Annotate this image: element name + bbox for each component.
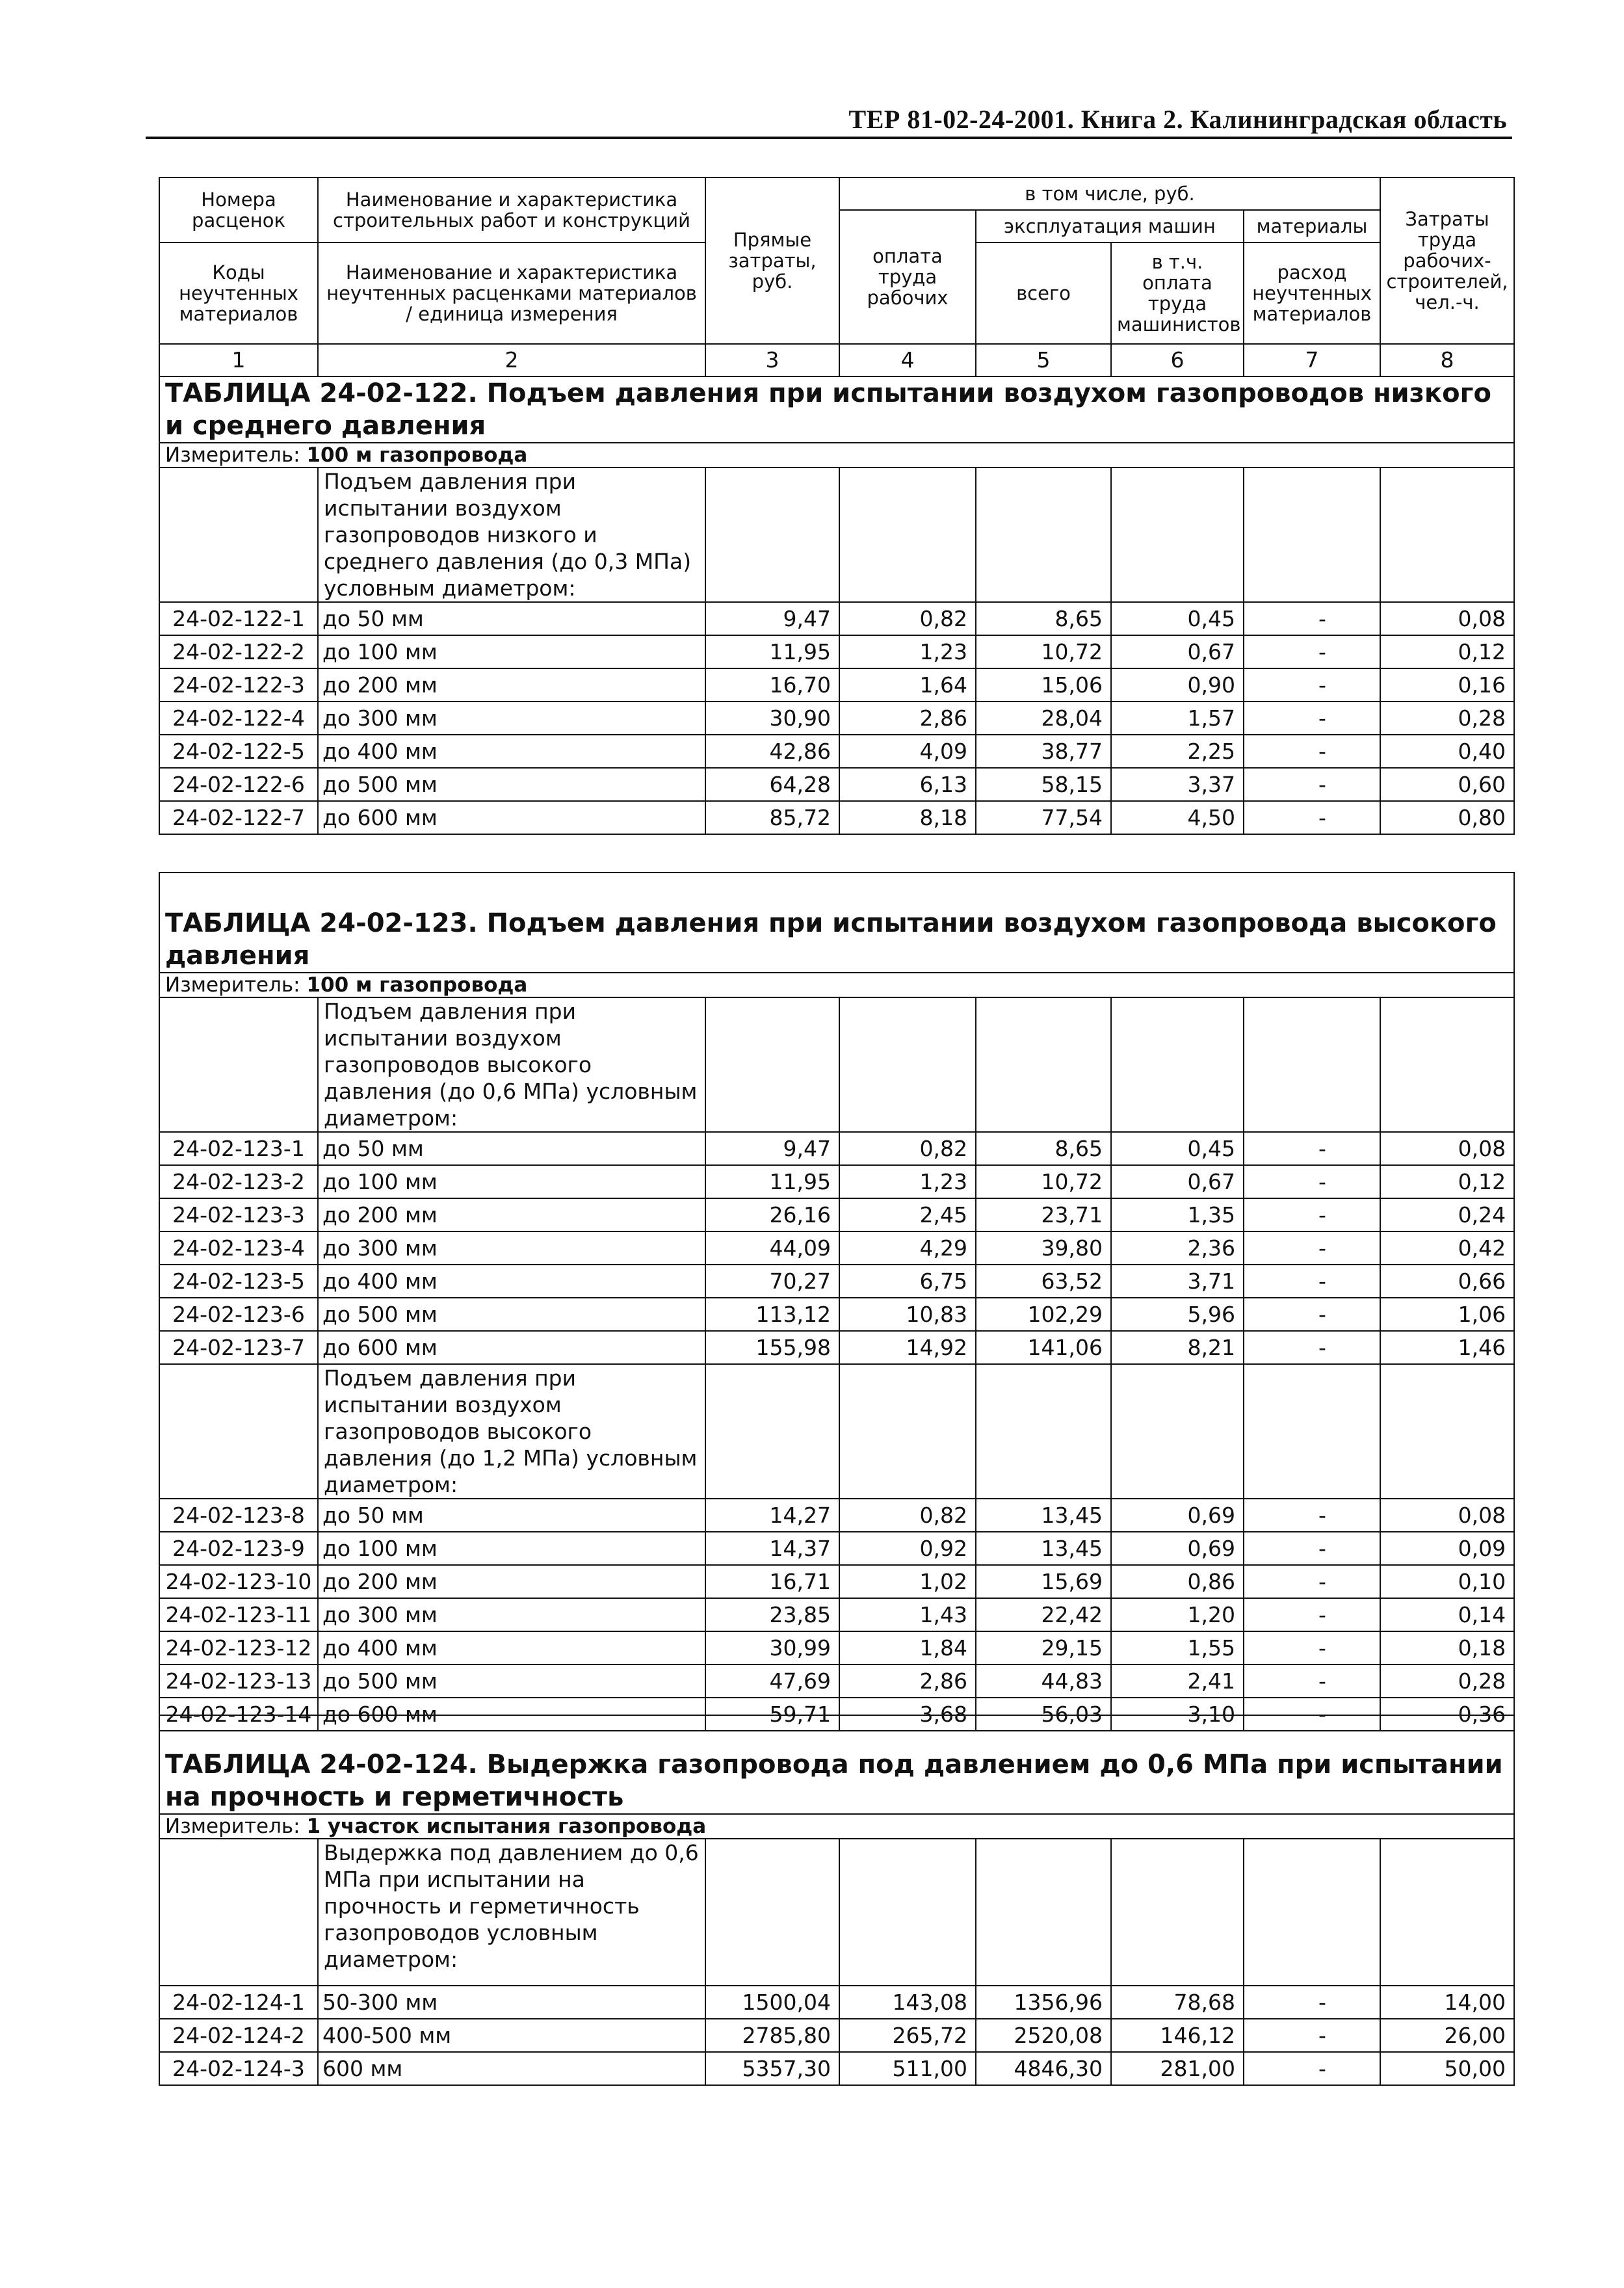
machinist-labor-cost: 3,37 — [1111, 768, 1244, 801]
column-number: 1 — [159, 344, 318, 376]
machine-cost: 8,65 — [976, 1132, 1111, 1165]
table-row — [159, 668, 1514, 702]
work-name: 600 мм — [318, 2052, 705, 2085]
table-row — [159, 1664, 1514, 1698]
materials-header: материалы — [1244, 210, 1380, 243]
group-description: Подъем давления при испытании воздухом газопроводов высокого давления (до 1,2 МПа) условным диаметром: — [318, 1364, 705, 1499]
work-name: до 600 мм — [318, 1698, 705, 1731]
column-numbers-row — [159, 344, 1514, 376]
direct-cost: 16,71 — [705, 1565, 839, 1598]
labor-hours: 0,28 — [1380, 702, 1514, 735]
direct-cost: 9,47 — [705, 602, 839, 635]
column-number: 7 — [1244, 344, 1380, 376]
col7-header: расход неучтенных материалов — [1244, 243, 1380, 344]
rate-code: 24-02-123-10 — [159, 1565, 318, 1598]
materials-cost: - — [1244, 1598, 1380, 1631]
table-row — [159, 1598, 1514, 1631]
direct-cost: 64,28 — [705, 768, 839, 801]
materials-cost: - — [1244, 668, 1380, 702]
table-24-02-123 — [159, 872, 1515, 1731]
rate-code: 24-02-123-2 — [159, 1165, 318, 1198]
labor-hours: 0,42 — [1380, 1231, 1514, 1265]
labor-cost: 10,83 — [839, 1298, 976, 1331]
labor-cost: 0,82 — [839, 1132, 976, 1165]
materials-cost: - — [1244, 2052, 1380, 2085]
machinist-labor-cost: 2,36 — [1111, 1231, 1244, 1265]
rate-code: 24-02-123-12 — [159, 1631, 318, 1664]
materials-cost: - — [1244, 1565, 1380, 1598]
table-row — [159, 1165, 1514, 1198]
table-row — [159, 1499, 1514, 1532]
work-name: 400-500 мм — [318, 2019, 705, 2052]
measurement-unit: Измеритель: 1 участок испытания газопровода — [159, 1814, 1514, 1839]
work-name: до 200 мм — [318, 1198, 705, 1231]
direct-cost: 113,12 — [705, 1298, 839, 1331]
work-name: до 50 мм — [318, 1132, 705, 1165]
labor-cost: 1,84 — [839, 1631, 976, 1664]
labor-cost: 0,92 — [839, 1532, 976, 1565]
work-name: до 400 мм — [318, 1631, 705, 1664]
materials-cost: - — [1244, 1631, 1380, 1664]
machinist-labor-cost: 3,71 — [1111, 1265, 1244, 1298]
column-number: 5 — [976, 344, 1111, 376]
labor-cost: 1,43 — [839, 1598, 976, 1631]
work-name: до 300 мм — [318, 702, 705, 735]
rate-code: 24-02-122-1 — [159, 602, 318, 635]
materials-cost: - — [1244, 1986, 1380, 2019]
col1-top-header: Номера расценок — [159, 178, 318, 243]
table-title: ТАБЛИЦА 24-02-122. Подъем давления при испытании воздухом газопроводов низкого и среднего давления — [159, 376, 1514, 443]
direct-cost: 2785,80 — [705, 2019, 839, 2052]
labor-hours: 0,28 — [1380, 1664, 1514, 1698]
table-row — [159, 768, 1514, 801]
work-name: до 50 мм — [318, 1499, 705, 1532]
col5-header: всего — [976, 243, 1111, 344]
measurement-unit: Измеритель: 100 м газопровода — [159, 443, 1514, 467]
group-description: Выдержка под давлением до 0,6 МПа при испытании на прочность и герметичность газопроводов условным диаметром: — [318, 1839, 705, 1986]
work-name: до 500 мм — [318, 1664, 705, 1698]
labor-hours: 0,60 — [1380, 768, 1514, 801]
machine-cost: 102,29 — [976, 1298, 1111, 1331]
materials-cost: - — [1244, 801, 1380, 834]
materials-cost: - — [1244, 1231, 1380, 1265]
rate-code: 24-02-123-8 — [159, 1499, 318, 1532]
machinist-labor-cost: 0,67 — [1111, 635, 1244, 668]
materials-cost: - — [1244, 602, 1380, 635]
rate-code: 24-02-123-1 — [159, 1132, 318, 1165]
direct-cost: 155,98 — [705, 1331, 839, 1364]
direct-cost: 47,69 — [705, 1664, 839, 1698]
column-number: 4 — [839, 344, 976, 376]
materials-cost: - — [1244, 2019, 1380, 2052]
direct-cost: 11,95 — [705, 1165, 839, 1198]
rate-code: 24-02-123-9 — [159, 1532, 318, 1565]
table-row — [159, 635, 1514, 668]
direct-cost: 85,72 — [705, 801, 839, 834]
col3-header: Прямые затраты, руб. — [705, 178, 839, 344]
labor-cost: 511,00 — [839, 2052, 976, 2085]
direct-cost: 14,37 — [705, 1532, 839, 1565]
labor-cost: 2,86 — [839, 702, 976, 735]
machine-cost: 2520,08 — [976, 2019, 1111, 2052]
rate-code: 24-02-123-4 — [159, 1231, 318, 1265]
work-name: до 600 мм — [318, 801, 705, 834]
table-row — [159, 735, 1514, 768]
labor-cost: 1,23 — [839, 635, 976, 668]
machine-cost: 13,45 — [976, 1499, 1111, 1532]
rate-code: 24-02-123-13 — [159, 1664, 318, 1698]
table-row — [159, 1631, 1514, 1664]
machinist-labor-cost: 0,45 — [1111, 1132, 1244, 1165]
machine-cost: 38,77 — [976, 735, 1111, 768]
machine-cost: 15,06 — [976, 668, 1111, 702]
labor-cost: 2,45 — [839, 1198, 976, 1231]
work-name: до 400 мм — [318, 735, 705, 768]
machine-cost: 58,15 — [976, 768, 1111, 801]
rate-code: 24-02-124-1 — [159, 1986, 318, 2019]
table-row — [159, 1231, 1514, 1265]
labor-hours: 0,09 — [1380, 1532, 1514, 1565]
direct-cost: 1500,04 — [705, 1986, 839, 2019]
machinist-labor-cost: 78,68 — [1111, 1986, 1244, 2019]
direct-cost: 70,27 — [705, 1265, 839, 1298]
machinist-labor-cost: 1,35 — [1111, 1198, 1244, 1231]
direct-cost: 26,16 — [705, 1198, 839, 1231]
labor-hours: 0,14 — [1380, 1598, 1514, 1631]
materials-cost: - — [1244, 1265, 1380, 1298]
labor-hours: 0,12 — [1380, 1165, 1514, 1198]
machine-cost: 10,72 — [976, 1165, 1111, 1198]
direct-cost: 9,47 — [705, 1132, 839, 1165]
labor-hours: 1,06 — [1380, 1298, 1514, 1331]
table-rows — [159, 602, 1514, 834]
table-row — [159, 1298, 1514, 1331]
machinist-labor-cost: 2,25 — [1111, 735, 1244, 768]
machinist-labor-cost: 8,21 — [1111, 1331, 1244, 1364]
col1-bottom-header: Коды неучтенных материалов — [159, 243, 318, 344]
table-row — [159, 2019, 1514, 2052]
table-row — [159, 1198, 1514, 1231]
table-24-02-124 — [159, 1715, 1515, 2086]
machinist-labor-cost: 1,20 — [1111, 1598, 1244, 1631]
work-name: до 50 мм — [318, 602, 705, 635]
materials-cost: - — [1244, 1331, 1380, 1364]
machine-cost: 141,06 — [976, 1331, 1111, 1364]
table-row — [159, 602, 1514, 635]
materials-cost: - — [1244, 1165, 1380, 1198]
materials-cost: - — [1244, 1664, 1380, 1698]
table-title: ТАБЛИЦА 24-02-123. Подъем давления при испытании воздухом газопровода высокого давления — [159, 873, 1514, 973]
labor-hours: 0,18 — [1380, 1631, 1514, 1664]
labor-cost: 0,82 — [839, 602, 976, 635]
materials-cost: - — [1244, 1698, 1380, 1731]
machinist-labor-cost: 0,45 — [1111, 602, 1244, 635]
labor-hours: 26,00 — [1380, 2019, 1514, 2052]
table-row — [159, 1565, 1514, 1598]
labor-cost: 265,72 — [839, 2019, 976, 2052]
direct-cost: 30,90 — [705, 702, 839, 735]
direct-cost: 5357,30 — [705, 2052, 839, 2085]
machine-cost: 44,83 — [976, 1664, 1111, 1698]
column-number: 2 — [318, 344, 705, 376]
work-name: до 100 мм — [318, 635, 705, 668]
materials-cost: - — [1244, 1298, 1380, 1331]
rate-code: 24-02-123-5 — [159, 1265, 318, 1298]
work-name: до 500 мм — [318, 1298, 705, 1331]
labor-cost: 8,18 — [839, 801, 976, 834]
column-number: 8 — [1380, 344, 1514, 376]
table-row — [159, 702, 1514, 735]
machine-cost: 22,42 — [976, 1598, 1111, 1631]
machinist-labor-cost: 0,90 — [1111, 668, 1244, 702]
labor-cost: 4,09 — [839, 735, 976, 768]
machine-cost: 63,52 — [976, 1265, 1111, 1298]
rate-code: 24-02-123-14 — [159, 1698, 318, 1731]
table-row — [159, 2052, 1514, 2085]
rate-code: 24-02-122-4 — [159, 702, 318, 735]
labor-hours: 0,12 — [1380, 635, 1514, 668]
work-name: 50-300 мм — [318, 1986, 705, 2019]
column-number: 6 — [1111, 344, 1244, 376]
table-row — [159, 1331, 1514, 1364]
table-title: ТАБЛИЦА 24-02-124. Выдержка газопровода под давлением до 0,6 МПа при испытании на прочность и герметичность — [159, 1715, 1514, 1814]
running-header-text: ТЕР 81-02-24-2001. Книга 2. Калининградская область — [848, 105, 1507, 134]
machinist-labor-cost: 281,00 — [1111, 2052, 1244, 2085]
work-name: до 300 мм — [318, 1231, 705, 1265]
running-header — [146, 104, 1512, 139]
rate-code: 24-02-123-7 — [159, 1331, 318, 1364]
labor-cost: 0,82 — [839, 1499, 976, 1532]
labor-hours: 0,36 — [1380, 1698, 1514, 1731]
measurement-unit: Измеритель: 100 м газопровода — [159, 973, 1514, 997]
direct-cost: 59,71 — [705, 1698, 839, 1731]
table-rows — [159, 1499, 1514, 1731]
labor-hours: 0,08 — [1380, 1132, 1514, 1165]
work-name: до 400 мм — [318, 1265, 705, 1298]
table-row — [159, 801, 1514, 834]
labor-cost: 143,08 — [839, 1986, 976, 2019]
work-name: до 200 мм — [318, 668, 705, 702]
labor-hours: 0,16 — [1380, 668, 1514, 702]
machinist-labor-cost: 1,55 — [1111, 1631, 1244, 1664]
direct-cost: 42,86 — [705, 735, 839, 768]
materials-cost: - — [1244, 1532, 1380, 1565]
labor-hours: 14,00 — [1380, 1986, 1514, 2019]
col2-bottom-header: Наименование и характеристика неучтенных расценками материалов / единица измерения — [318, 243, 705, 344]
rate-code: 24-02-124-2 — [159, 2019, 318, 2052]
column-header — [159, 177, 1515, 377]
labor-cost: 2,86 — [839, 1664, 976, 1698]
materials-cost: - — [1244, 635, 1380, 668]
labor-hours: 0,24 — [1380, 1198, 1514, 1231]
machine-cost: 23,71 — [976, 1198, 1111, 1231]
machinist-labor-cost: 4,50 — [1111, 801, 1244, 834]
group-description: Подъем давления при испытании воздухом газопроводов низкого и среднего давления (до 0,3 МПа) условным диаметром: — [318, 467, 705, 602]
table-24-02-122 — [159, 376, 1515, 835]
cost-breakdown-header: в том числе, руб. — [839, 178, 1380, 210]
work-name: до 500 мм — [318, 768, 705, 801]
rate-code: 24-02-122-7 — [159, 801, 318, 834]
rate-code: 24-02-122-5 — [159, 735, 318, 768]
materials-cost: - — [1244, 702, 1380, 735]
machinist-labor-cost: 3,10 — [1111, 1698, 1244, 1731]
rate-code: 24-02-123-11 — [159, 1598, 318, 1631]
machine-cost: 28,04 — [976, 702, 1111, 735]
labor-cost: 1,23 — [839, 1165, 976, 1198]
machinist-labor-cost: 146,12 — [1111, 2019, 1244, 2052]
labor-hours: 0,08 — [1380, 1499, 1514, 1532]
materials-cost: - — [1244, 735, 1380, 768]
labor-hours: 50,00 — [1380, 2052, 1514, 2085]
rate-code: 24-02-122-3 — [159, 668, 318, 702]
labor-cost: 1,64 — [839, 668, 976, 702]
direct-cost: 16,70 — [705, 668, 839, 702]
group-description: Подъем давления при испытании воздухом газопроводов высокого давления (до 0,6 МПа) условным диаметром: — [318, 997, 705, 1132]
rate-code: 24-02-123-3 — [159, 1198, 318, 1231]
machinist-labor-cost: 1,57 — [1111, 702, 1244, 735]
machinist-labor-cost: 2,41 — [1111, 1664, 1244, 1698]
machine-cost: 8,65 — [976, 602, 1111, 635]
work-name: до 200 мм — [318, 1565, 705, 1598]
machine-cost: 77,54 — [976, 801, 1111, 834]
table-rows — [159, 1986, 1514, 2085]
work-name: до 100 мм — [318, 1165, 705, 1198]
labor-hours: 0,66 — [1380, 1265, 1514, 1298]
machine-cost: 15,69 — [976, 1565, 1111, 1598]
table-rows — [159, 1132, 1514, 1364]
materials-cost: - — [1244, 1499, 1380, 1532]
machines-header: эксплуатация машин — [976, 210, 1244, 243]
table-row — [159, 1132, 1514, 1165]
machine-cost: 1356,96 — [976, 1986, 1111, 2019]
table-row — [159, 1986, 1514, 2019]
work-name: до 300 мм — [318, 1598, 705, 1631]
rate-code: 24-02-122-2 — [159, 635, 318, 668]
materials-cost: - — [1244, 1132, 1380, 1165]
machinist-labor-cost: 5,96 — [1111, 1298, 1244, 1331]
direct-cost: 14,27 — [705, 1499, 839, 1532]
labor-hours: 0,80 — [1380, 801, 1514, 834]
direct-cost: 11,95 — [705, 635, 839, 668]
materials-cost: - — [1244, 768, 1380, 801]
machinist-labor-cost: 0,69 — [1111, 1532, 1244, 1565]
column-number: 3 — [705, 344, 839, 376]
labor-cost: 14,92 — [839, 1331, 976, 1364]
machinist-labor-cost: 0,69 — [1111, 1499, 1244, 1532]
labor-hours: 0,08 — [1380, 602, 1514, 635]
machine-cost: 13,45 — [976, 1532, 1111, 1565]
rate-code: 24-02-122-6 — [159, 768, 318, 801]
labor-cost: 4,29 — [839, 1231, 976, 1265]
machine-cost: 29,15 — [976, 1631, 1111, 1664]
labor-cost: 6,13 — [839, 768, 976, 801]
labor-cost: 3,68 — [839, 1698, 976, 1731]
direct-cost: 23,85 — [705, 1598, 839, 1631]
materials-cost: - — [1244, 1198, 1380, 1231]
labor-hours: 0,40 — [1380, 735, 1514, 768]
table-row — [159, 1265, 1514, 1298]
machine-cost: 56,03 — [976, 1698, 1111, 1731]
work-name: до 600 мм — [318, 1331, 705, 1364]
col4-header: оплата труда рабочих — [839, 210, 976, 344]
direct-cost: 44,09 — [705, 1231, 839, 1265]
direct-cost: 30,99 — [705, 1631, 839, 1664]
machine-cost: 10,72 — [976, 635, 1111, 668]
labor-hours: 1,46 — [1380, 1331, 1514, 1364]
machine-cost: 4846,30 — [976, 2052, 1111, 2085]
labor-cost: 1,02 — [839, 1565, 976, 1598]
col2-top-header: Наименование и характеристика строительных работ и конструкций — [318, 178, 705, 243]
table-row — [159, 1532, 1514, 1565]
rate-code: 24-02-123-6 — [159, 1298, 318, 1331]
labor-hours: 0,10 — [1380, 1565, 1514, 1598]
work-name: до 100 мм — [318, 1532, 705, 1565]
rate-code: 24-02-124-3 — [159, 2052, 318, 2085]
col6-header: в т.ч. оплата труда машинистов — [1111, 243, 1244, 344]
labor-cost: 6,75 — [839, 1265, 976, 1298]
col8-header: Затраты труда рабочих-строителей, чел.-ч. — [1380, 178, 1514, 344]
machinist-labor-cost: 0,86 — [1111, 1565, 1244, 1598]
machine-cost: 39,80 — [976, 1231, 1111, 1265]
machinist-labor-cost: 0,67 — [1111, 1165, 1244, 1198]
